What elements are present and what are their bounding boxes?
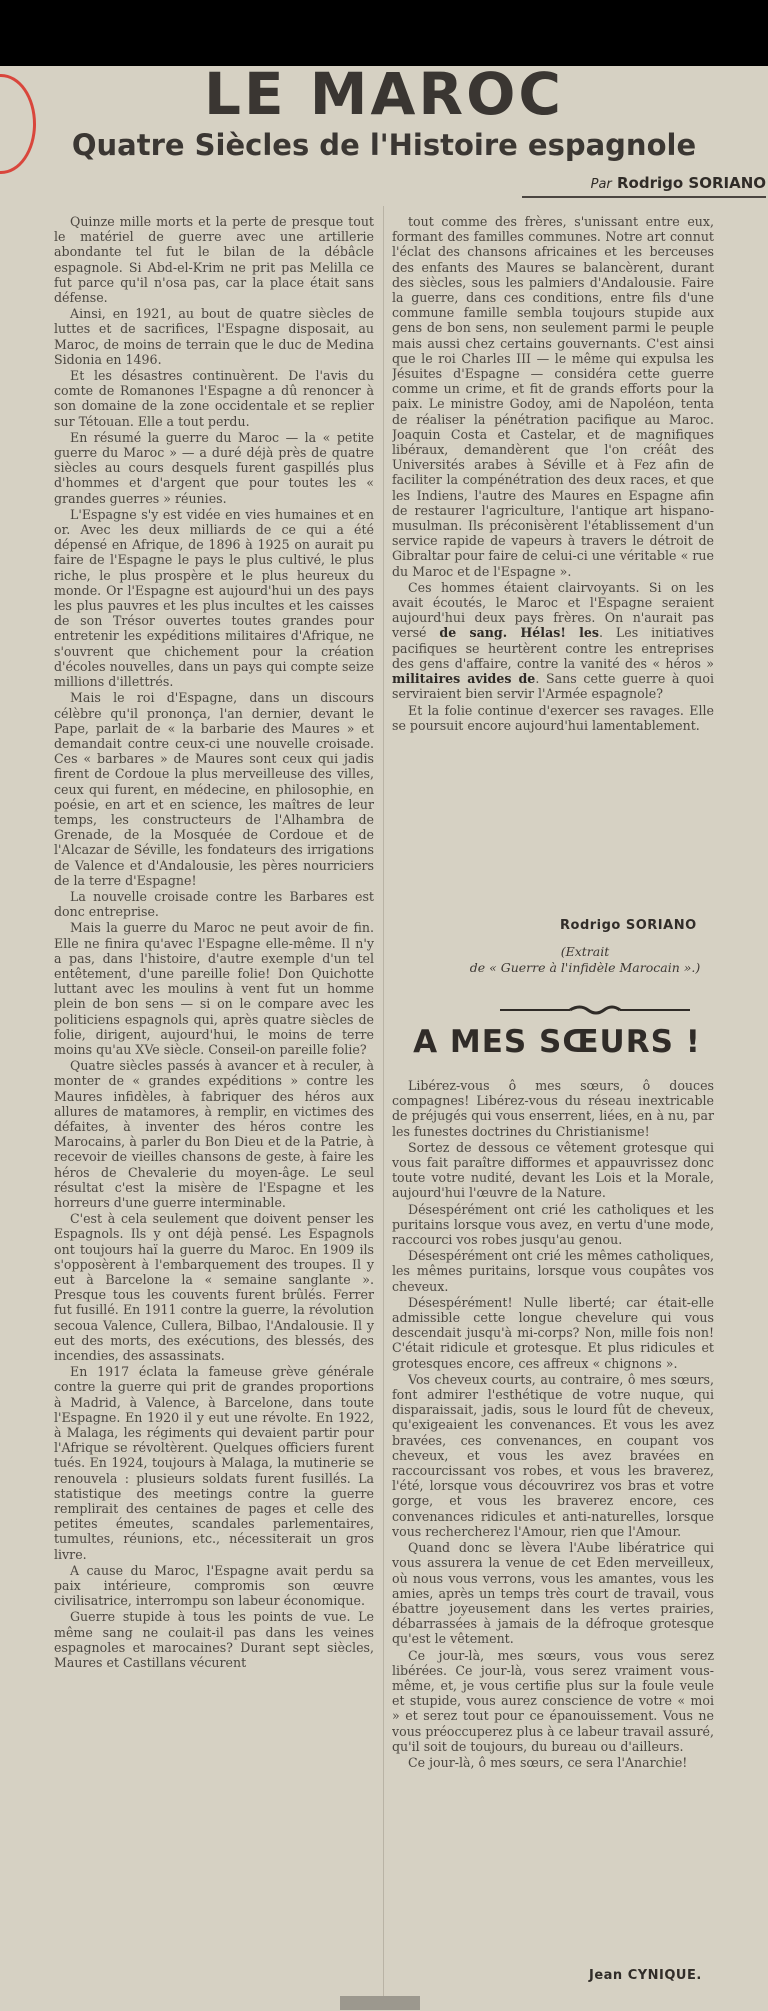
headline: LE MAROC [204, 60, 564, 128]
paragraph: Quatre siècles passés à avancer et à reculer, à monter de « grandes expéditions » contre les Maures infidèles, à fabriquer des héros aux allures de matamores, à remplir, en victimes des défaites, à inventer des héros contre les Marocains, à parler du Bon Dieu et de la Patrie, à recevoir de vieilles chansons de geste, à faire les héros de Chevalerie du moyen-âge. Le seul résultat c'est la misère de l'Espagne et les horreurs d'une guerre interminable. [54, 1058, 374, 1210]
paragraph: Ce jour-là, mes sœurs, vous vous serez libérées. Ce jour-là, vous serez vraiment vous-même, et, je vous certifie plus sur la foule veule et stupide, vous aurez conscience de votre « moi » et serez tout pour ce épanouissement. Vous ne vous préoccuperez plus à ce labeur travail assuré, qu'il soit de toujours, du bureau ou d'ailleurs. [392, 1647, 714, 1754]
paragraph: tout comme des frères, s'unissant entre eux, formant des familles communes. Notre art connut l'éclat des chansons africaines et les berceuses des enfants des Maures se balancèrent, durant des siècles, sous les palmiers d'Andalousie. Faire la guerre, dans ces conditions, entre fils d'une commune famille sembla toujours stupide aux gens de bon sens, non seulement parmi le peuple mais aussi chez certains gouvernants. C'est ainsi que le roi Charles III — le même qui expulsa les Jésuites d'Espagne — considéra cette guerre comme un crime, et fit de grands efforts pour la paix. Le ministre Godoy, ami de Napoléon, tenta de réaliser la pénétration pacifique au Maroc. Joaquin Costa et Castelar, et de magnifiques libéraux, demandèrent que l'on créât des Universités arabes à Séville et à Fez afin de faciliter la compénétration des deux races, et que les Indiens, l'autre des Maures en Espagne afin de restaurer l'agriculture, l'antique art hispano-musulman. Ils préconisèrent l'établissement d'un service rapide de vapeurs à travers le détroit de Gibraltar pour faire de celui-ci une véritable « rue du Maroc et de l'Espagne ». [392, 214, 714, 579]
byline-author: Rodrigo SORIANO [617, 174, 766, 192]
paragraph: Mais le roi d'Espagne, dans un discours célèbre qu'il prononça, l'an dernier, devant le Pape, parlait de « la barbarie des Maures » et demandait contre ceux-ci une nouvelle croisade. Ces « barbares » de Maures sont ceux qui jadis firent de Cordoue la plus merveilleuse des villes, ceux qui furent, en médecine, en philosophie, en poésie, en art et en science, les maîtres de leur temps, les constructeurs de l'Alhambra de Grenade, de la Mosquée de Cordoue et de l'Alcazar de Séville, les fondateurs des irrigations de Valence et d'Andalousie, les pères nourriciers de la terre d'Espagne! [54, 690, 374, 888]
source-note-line-2: de « Guerre à l'infidèle Marocain ».) [469, 960, 701, 975]
ornamental-divider-icon [500, 1004, 690, 1016]
emphasis-text: militaires avides de [392, 671, 536, 687]
paragraph: Mais la guerre du Maroc ne peut avoir de fin. Elle ne finira qu'avec l'Espagne elle-même. Il n'y a pas, dans l'histoire, d'autre exemple d'un tel entêtement, d'une pareille folie! Don Quichotte luttant avec les moulins à vent fut un homme plein de bon sens — si on le compare avec les politiciens espagnols qui, après quatre siècles de folie, dirigent, aujourd'hui, le moins de terre moins qu'au XVe siècle. Conseil-on pareille folie? [54, 920, 374, 1057]
byline [591, 174, 766, 192]
paragraph: Vos cheveux courts, au contraire, ô mes sœurs, font admirer l'esthétique de votre nuque, qui disparaissait, jadis, sous le lourd fût de cheveux, qu'exigeaient les convenances. Et vous les avez bravées, ces convenances, en coupant vos cheveux, et vous les avez bravées en raccourcissant vos robes, et vous les braverez, l'été, lorsque vous découvrirez vos bras et votre gorge, et vous les braverez encore, ces convenances ridicules et anti-naturelles, lorsque vous rechercherez l'Amour, rien que l'Amour. [392, 1371, 714, 1539]
paragraph: Quinze mille morts et la perte de presque tout le matériel de guerre avec une artillerie abondante tel fut le bilan de la débâcle espagnole. Si Abd-el-Krim ne prit pas Melilla ce fut parce qu'il n'osa pas, car la place était sans défense. [54, 214, 374, 306]
paragraph: En 1917 éclata la fameuse grève générale contre la guerre qui prit de grandes proportions à Madrid, à Valence, à Barcelone, dans toute l'Espagne. En 1920 il y eut une révolte. En 1922, à Malaga, les régiments qui devaient partir pour l'Afrique se révoltèrent. Quelques officiers furent tués. En 1924, toujours à Malaga, la mutinerie se renouvela : plusieurs soldats furent fusillés. La statistique des meetings contre la guerre remplirait des centaines de pages et celle des petites émeutes, scandales parlementaires, tumultes, réunions, etc., nécessiterait un gros livre. [54, 1364, 374, 1562]
paragraph: L'Espagne s'y est vidée en vies humaines et en or. Avec les deux milliards de ce qui a été dépensé en Afrique, de 1896 à 1925 on aurait pu faire de l'Espagne le pays le plus cultivé, le plus riche, le plus prospère et le plus heureux du monde. Or l'Espagne est aujourd'hui un des pays les plus pauvres et les plus incultes et les caisses de son Trésor ouvertes toutes grandes pour entretenir les expéditions militaires d'Afrique, ne s'ouvrent que chichement pour la création d'écoles nouvelles, dans un pays qui compte seize millions d'illettrés. [54, 506, 374, 690]
paragraph: Et la folie continue d'exercer ses ravages. Elle se poursuit encore aujourd'hui lamentablement. [392, 702, 714, 733]
article-signature: Rodrigo SORIANO [560, 918, 697, 933]
top-black-bar [0, 0, 768, 66]
paragraph: Ainsi, en 1921, au bout de quatre siècles de luttes et de sacrifices, l'Espagne disposait, au Maroc, de moins de terrain que le duc de Medina Sidonia en 1496. [54, 306, 374, 367]
subheadline: Quatre Siècles de l'Histoire espagnole [71, 128, 697, 162]
emphasis-text: de sang. Hélas! les [439, 625, 600, 641]
article-column-2 [392, 214, 714, 810]
paragraph: C'est à cela seulement que doivent penser les Espagnols. Ils y ont déjà pensé. Les Espagnols ont toujours haï la guerre du Maroc. En 1909 ils s'opposèrent à l'embarquement des troupes. Il y eut à Barcelone la « semaine sanglante ». Presque tous les couvents furent brûlés. Ferrer fut fusillé. En 1911 contre la guerre, la révolution secoua Valence, Cullera, Bilbao, l'Andalousie. Il y eut des morts, des exécutions, des blessés, des incendies, des assassinats. [54, 1211, 374, 1364]
paragraph: La nouvelle croisade contre les Barbares est donc entreprise. [54, 888, 374, 920]
paragraph: Et les désastres continuèrent. De l'avis du comte de Romanones l'Espagne a dû renoncer à son domaine de la zone occidentale et se replier sur Tétouan. Elle a tout perdu. [54, 368, 374, 429]
paragraph: Guerre stupide à tous les points de vue. Le même sang ne coulait-il pas dans les veines espagnoles et marocaines? Durant sept siècles, Maures et Castillans vécurent [54, 1609, 374, 1671]
byline-prefix: Par [590, 177, 612, 192]
column-gutter [383, 206, 384, 2006]
paragraph: Libérez-vous ô mes sœurs, ô douces compagnes! Libérez-vous du réseau inextricable de préjugés qui vous enserrent, liées, en à nu, par les funestes doctrines du Christianisme! [392, 1078, 714, 1139]
paragraph: Sortez de dessous ce vêtement grotesque qui vous fait paraître difformes et appauvrissez donc toute votre nudité, devant les Lois et la Morale, aujourd'hui l'œuvre de la Nature. [392, 1139, 714, 1201]
paragraph: Désespérément ont crié les catholiques et les puritains lorsque vous avez, en vertu d'une mode, raccourci vos robes jusqu'au genou. [392, 1201, 714, 1248]
article-column-1 [54, 214, 374, 2006]
newspaper-page [0, 60, 768, 2011]
page-bottom-strip [340, 1996, 420, 2010]
second-article-title: A MES SŒURS ! [413, 1024, 701, 1060]
paragraph: Ce jour-là, ô mes sœurs, ce sera l'Anarchie! [408, 1754, 688, 1770]
paragraph: Ces hommes étaient clairvoyants. Si on les avait écoutés, le Maroc et l'Espagne seraient aujourd'hui deux pays frères. On n'aurait pas versé de sang. Hélas! les. Les initiatives pacifiques se heurtèrent contre les entreprises des gens d'affaire, contre la vanité des « héros » militaires avides de. Sans cette guerre à quoi serviraient bien servir l'Armée espagnole? [392, 579, 714, 702]
paragraph: En résumé la guerre du Maroc — la « petite guerre du Maroc » — a duré déjà près de quatre siècles au cours desquels furent gaspillés plus d'hommes et d'argent que pour toutes les « grandes guerres » réunies. [54, 429, 374, 506]
paragraph: Quand donc se lèvera l'Aube libératrice qui vous assurera la venue de cet Eden merveilleux, où nous vous verrons, vous les amantes, vous les amies, après un temps très court de travail, vous ébattre joyeusement dans les vertes prairies, débarrassées à jamais de la défroque grotesque qu'est le vêtement. [392, 1540, 714, 1647]
second-article-signature: Jean CYNIQUE. [589, 1968, 702, 1983]
paragraph: Désespérément! Nulle liberté; car était-elle admissible cette longue chevelure qui vous descendait jusqu'à mi-corps? Non, mille fois non! C'était ridicule et grotesque. Et plus ridicules et grotesques encore, ces affreux « chignons ». [392, 1294, 714, 1371]
source-note [420, 944, 750, 976]
paragraph: Désespérément ont crié les mêmes catholiques, les mêmes puritains, lorsque vous coupâtes vos cheveux. [392, 1248, 714, 1294]
byline-rule [522, 196, 766, 198]
second-article-body [392, 1078, 714, 1858]
paragraph: A cause du Maroc, l'Espagne avait perdu sa paix intérieure, compromis son œuvre civilisatrice, interrompu son labeur économique. [54, 1562, 374, 1609]
source-note-line-1: (Extrait [560, 944, 610, 959]
